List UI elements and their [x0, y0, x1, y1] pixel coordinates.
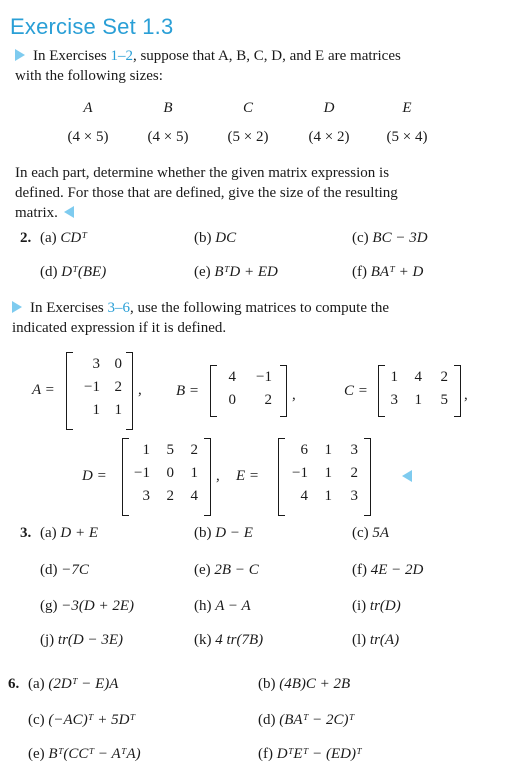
exercise-set-title: Exercise Set 1.3 [10, 14, 174, 39]
matrix-c-entries: 1 4 2 3 1 5 [390, 369, 448, 408]
triangle-left-icon [402, 470, 412, 482]
matrix-e-right-bracket [364, 438, 371, 516]
ex2-f: (f) BAᵀ + D [352, 264, 424, 280]
matrix-a-left-bracket [66, 352, 73, 430]
matrix-b [172, 365, 322, 417]
matrix-e [230, 438, 450, 516]
matrix-d-entries: 1 5 2 −1 0 1 3 2 4 [134, 442, 198, 504]
ex3-i: (i) tr(D) [352, 598, 401, 614]
ex2-e: (e) BᵀD + ED [194, 264, 278, 280]
instructions [15, 163, 495, 223]
ex3-b: (b) D − E [194, 525, 253, 541]
exercise-6-number: 6. [8, 676, 20, 692]
ex2-c: (c) BC − 3D [352, 230, 428, 246]
ex3-a: (a) D + E [40, 525, 99, 541]
ex2-a: (a) CDᵀ [40, 230, 88, 246]
matrix-b-entries: 4 −1 0 2 [228, 369, 272, 408]
ex3-d: (d) −7C [40, 562, 89, 578]
ex3-k: (k) 4 tr(7B) [194, 632, 264, 648]
ex6-b: (b) (4B)C + 2B [258, 676, 351, 692]
size-dim-d: (4 × 2) [308, 129, 350, 145]
matrix-b-label: B = [176, 383, 200, 399]
triangle-right-icon [15, 49, 25, 61]
instructions-line2: defined. For those that are defined, give the size of the resulting [15, 185, 398, 201]
exercise-range-link[interactable]: 3–6 [107, 300, 130, 316]
matrix-c [340, 365, 500, 417]
exercise-3-number: 3. [20, 525, 32, 541]
size-dim-c: (5 × 2) [227, 129, 269, 145]
ex6-d: (d) (BAᵀ − 2C)ᵀ [258, 712, 355, 728]
matrix-a [30, 352, 160, 430]
intro1-pre: In Exercises [33, 48, 111, 64]
matrix-b-right-bracket [280, 365, 287, 417]
ex3-f: (f) 4E − 2D [352, 562, 424, 578]
intro2-line2: indicated expression if it is defined. [12, 320, 227, 336]
size-dim-a: (4 × 5) [67, 129, 109, 145]
matrix-a-label: A = [32, 382, 55, 398]
exercise-range-link[interactable]: 1–2 [110, 48, 133, 64]
ex6-c: (c) (−AC)ᵀ + 5Dᵀ [28, 712, 136, 728]
size-name-a: A [83, 100, 93, 116]
sizes-table [0, 100, 507, 150]
intro2-post: , use the following matrices to compute the [129, 300, 390, 316]
ex3-h: (h) A − A [194, 598, 251, 614]
instructions-line3: matrix. [15, 205, 58, 221]
matrix-d-comma: , [216, 468, 220, 484]
ex3-g: (g) −3(D + 2E) [40, 598, 134, 614]
matrix-d-label: D = [82, 468, 107, 484]
matrix-e-label: E = [236, 468, 260, 484]
matrix-d [82, 438, 252, 516]
size-name-d: D [323, 100, 335, 116]
ex6-a: (a) (2Dᵀ − E)A [28, 676, 119, 692]
size-name-b: B [163, 100, 173, 116]
size-name-c: C [242, 100, 253, 116]
matrix-e-entries: 6 1 3 −1 1 2 4 1 3 [292, 442, 358, 504]
intro1-line2: with the following sizes: [15, 68, 163, 84]
matrix-a-right-bracket [126, 352, 133, 430]
intro-paragraph-1 [15, 46, 495, 86]
matrix-c-label: C = [344, 383, 368, 399]
ex2-d: (d) Dᵀ(BE) [40, 264, 107, 280]
size-name-e: E [402, 100, 412, 116]
exercise-2-number: 2. [20, 230, 32, 246]
ex3-e: (e) 2B − C [194, 562, 259, 578]
size-dim-e: (5 × 4) [386, 129, 428, 145]
matrix-d-right-bracket [204, 438, 211, 516]
matrix-b-comma: , [292, 387, 296, 403]
matrix-c-comma: , [464, 387, 468, 403]
ex3-j: (j) tr(D − 3E) [40, 632, 124, 648]
ex6-e: (e) Bᵀ(CCᵀ − AᵀA) [28, 746, 141, 762]
intro1-post: , suppose that A, B, C, D, and E are matrices [132, 48, 401, 64]
ex2-b: (b) DC [194, 230, 237, 246]
triangle-left-icon [64, 206, 74, 218]
ex6-f: (f) DᵀEᵀ − (ED)ᵀ [258, 746, 362, 762]
intro2-pre: In Exercises [30, 300, 108, 316]
size-dim-b: (4 × 5) [147, 129, 189, 145]
ex3-c: (c) 5A [352, 525, 390, 541]
matrix-a-comma: , [138, 382, 142, 398]
matrix-c-right-bracket [454, 365, 461, 417]
intro-paragraph-2 [12, 298, 492, 338]
matrix-a-entries: 3 0 −1 2 1 1 [84, 356, 122, 418]
ex3-l: (l) tr(A) [352, 632, 400, 648]
instructions-line1: In each part, determine whether the given matrix expression is [15, 165, 390, 181]
triangle-right-icon [12, 301, 22, 313]
